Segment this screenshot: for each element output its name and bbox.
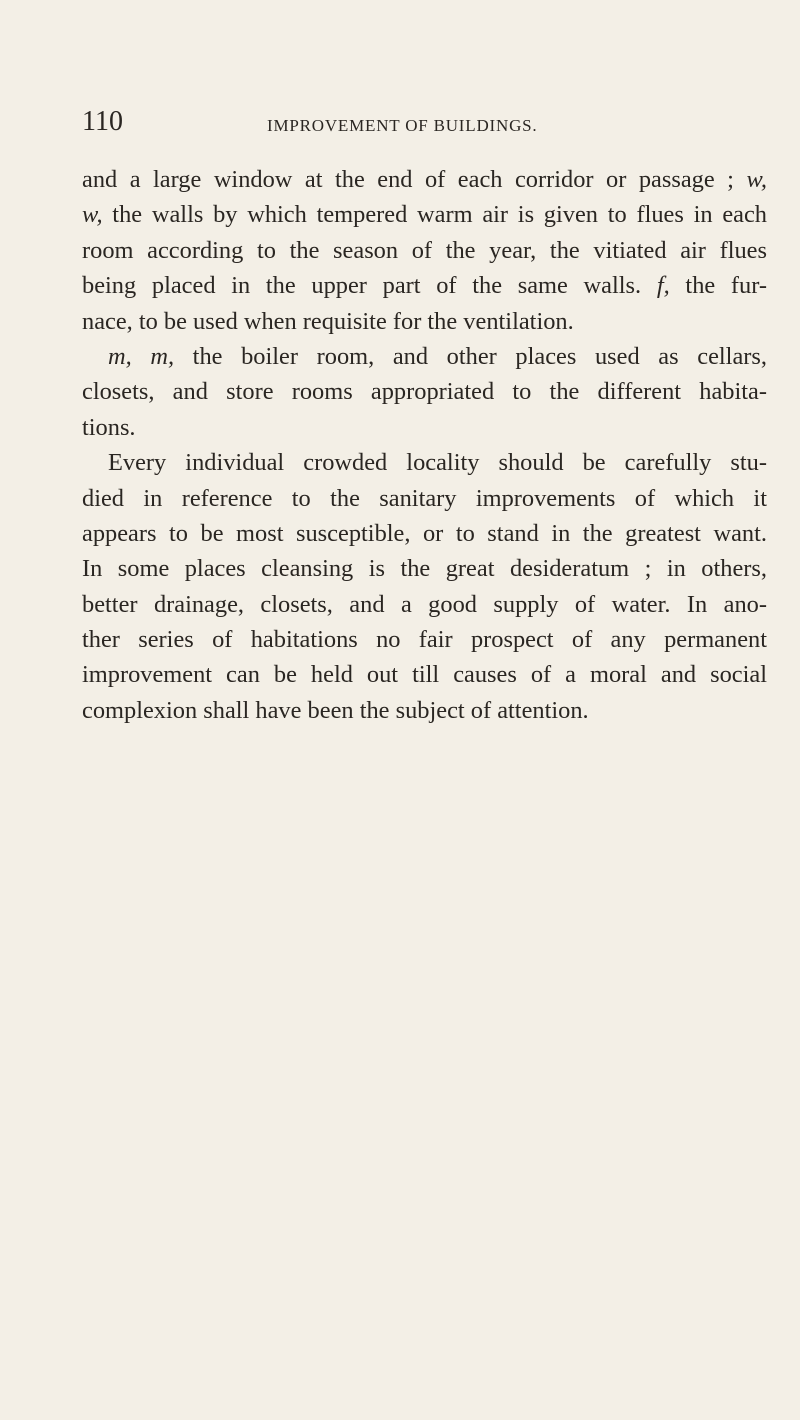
text-line: ther series of habitations no fair prospect of any permanent <box>82 626 767 654</box>
text-line: m, m, the boiler room, and other places used as cellars, <box>108 342 767 370</box>
page-number: 110 <box>82 106 123 137</box>
text-line: being placed in the upper part of the same walls. f, the fur- <box>82 272 767 300</box>
page-header <box>82 106 767 146</box>
text-line: tions. <box>82 413 136 441</box>
text-line: improvement can be held out till causes of a moral and social <box>82 661 767 689</box>
text-line: closets, and store rooms appropriated to the different habita- <box>82 378 767 406</box>
text-line: and a large window at the end of each corridor or passage ; w, <box>82 166 767 193</box>
text-line: nace, to be used when requisite for the ventilation. <box>82 307 574 335</box>
text-line: Every individual crowded locality should be carefully stu- <box>108 449 767 477</box>
text-line: appears to be most susceptible, or to stand in the greatest want. <box>82 519 767 547</box>
text-line: In some places cleansing is the great desideratum ; in others, <box>82 555 767 583</box>
text-line: w, the walls by which tempered warm air is given to flues in each <box>82 201 767 229</box>
running-head: IMPROVEMENT OF BUILDINGS. <box>267 116 538 135</box>
text-line: complexion shall have been the subject of attention. <box>82 696 589 724</box>
text-line: room according to the season of the year, the vitiated air flues <box>82 236 767 264</box>
body-text <box>82 162 767 728</box>
text-line: died in reference to the sanitary improvements of which it <box>82 484 767 512</box>
text-line: better drainage, closets, and a good supply of water. In ano- <box>82 590 767 618</box>
